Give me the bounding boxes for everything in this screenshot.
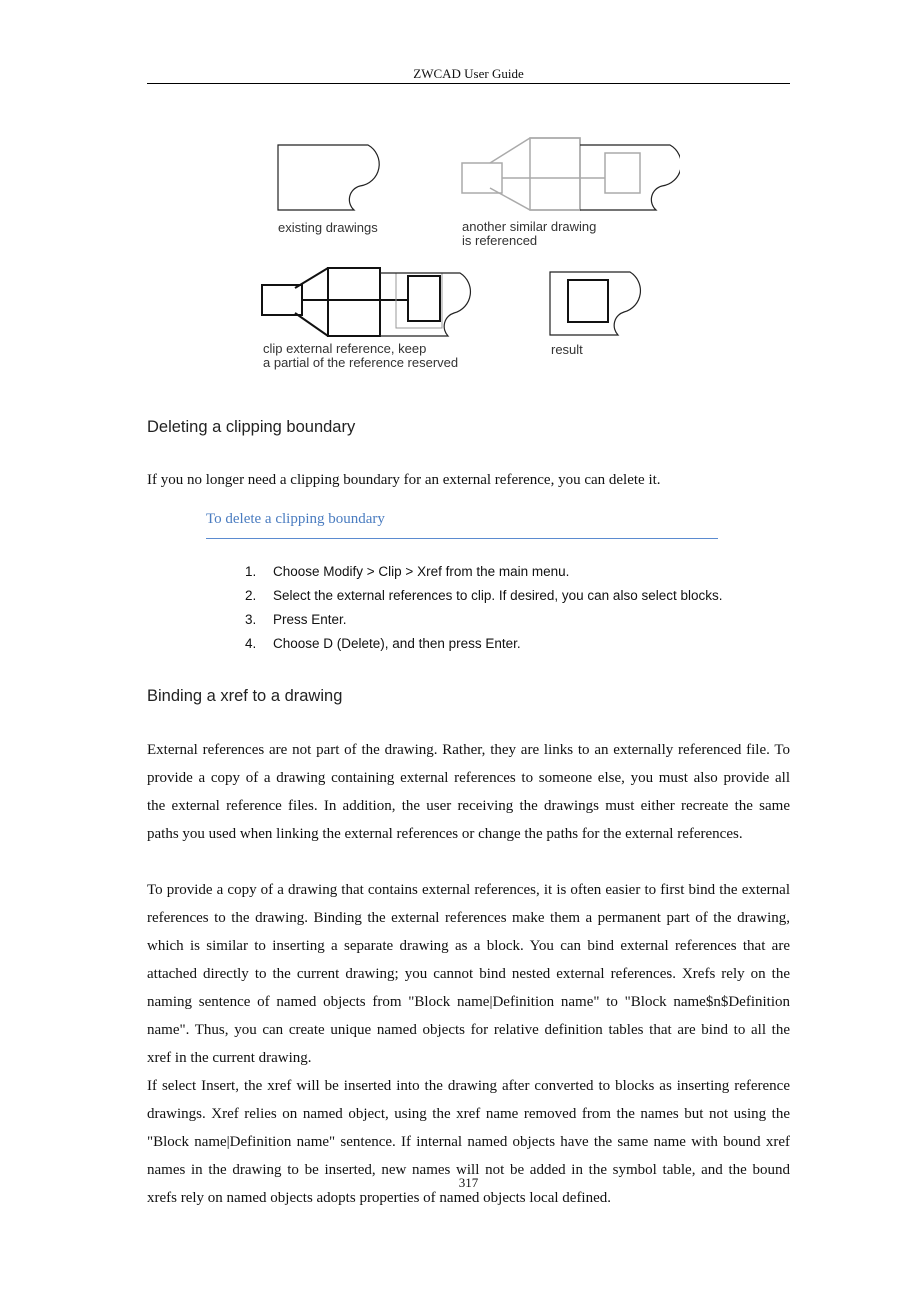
paragraph-line: attached directly to the current drawing; you cannot bind nested external references. Xrefs rely on the bbox=[147, 966, 790, 982]
existing-drawing-outline bbox=[278, 145, 379, 210]
paragraph-line: drawings. Xref relies on named object, using the xref name removed from the names but not using the bbox=[147, 1106, 790, 1122]
procedure-rule bbox=[206, 538, 718, 539]
paragraph-line: "Block name|Definition name" sentence. If internal named objects have the same name with bound xref bbox=[147, 1134, 790, 1150]
body-paragraph bbox=[147, 740, 790, 852]
paragraph-line: provide a copy of a drawing containing external references to someone else, you must also provide all bbox=[147, 770, 790, 786]
xref-clipping-figure bbox=[250, 128, 680, 374]
label-result: result bbox=[551, 342, 583, 357]
paragraph-line: xref in the current drawing. bbox=[147, 1050, 312, 1066]
paragraph-line: which is similar to inserting a separate drawing as a block. You can bind external references that are bbox=[147, 938, 790, 954]
paragraph-line: To provide a copy of a drawing that contains external references, it is often easier to first bind the external bbox=[147, 882, 790, 898]
paragraph-line: naming sentence of named objects from "Block name|Definition name" to "Block name$n$Definition bbox=[147, 994, 790, 1010]
paragraph-line: External references are not part of the drawing. Rather, they are links to an externally referenced file. To bbox=[147, 742, 790, 758]
body-paragraph bbox=[147, 880, 790, 1076]
paragraph-line: paths you used when linking the external references or change the paths for the external references. bbox=[147, 826, 743, 842]
paragraph-line: xrefs rely on named objects adopts properties of named objects local defined. bbox=[147, 1190, 612, 1206]
label-clip-1: clip external reference, keep bbox=[263, 341, 427, 356]
label-existing: existing drawings bbox=[278, 220, 378, 235]
paragraph-line: name". Thus, you can create unique named objects for relative definition tables that are bind to all the bbox=[147, 1022, 790, 1038]
step-item bbox=[245, 635, 722, 659]
heading-deleting-clipping-boundary: Deleting a clipping boundary bbox=[147, 418, 356, 436]
label-clip-2: a partial of the reference reserved bbox=[263, 355, 459, 370]
result-drawing bbox=[550, 272, 640, 335]
step-item bbox=[245, 587, 722, 611]
step-number: 1. bbox=[245, 564, 257, 579]
label-another-2: is referenced bbox=[462, 233, 538, 248]
paragraph-line: the external reference files. In addition, the user receiving the drawings must either recreate the same bbox=[147, 798, 790, 814]
paragraph-line: names in the drawing to be inserted, new names will not be added in the symbol table, and the bound bbox=[147, 1162, 790, 1178]
intro-paragraph: If you no longer need a clipping boundary for an external reference, you can delete it. bbox=[147, 472, 661, 488]
step-number: 4. bbox=[245, 636, 257, 651]
label-another-1: another similar drawing bbox=[462, 219, 597, 234]
steps-list bbox=[245, 563, 722, 659]
heading-binding-xref: Binding a xref to a drawing bbox=[147, 687, 343, 705]
step-number: 2. bbox=[245, 588, 257, 603]
step-item bbox=[245, 563, 722, 587]
paragraph-line: references to the drawing. Binding the external references make them a permanent part of the drawing, bbox=[147, 910, 790, 926]
paragraph-line: If select Insert, the xref will be inserted into the drawing after converted to blocks as inserting reference bbox=[147, 1078, 790, 1094]
page-number: 317 bbox=[458, 1175, 479, 1190]
step-item bbox=[245, 611, 722, 635]
clipped-reference-drawing bbox=[262, 268, 440, 336]
step-text: Choose Modify > Clip > Xref from the main menu. bbox=[273, 564, 570, 579]
header-rule bbox=[147, 83, 790, 84]
body-paragraph bbox=[147, 1076, 790, 1216]
step-text: Select the external references to clip. If desired, you can also select blocks. bbox=[273, 588, 723, 603]
step-number: 3. bbox=[245, 612, 257, 627]
referenced-drawing bbox=[462, 138, 640, 210]
procedure-title: To delete a clipping boundary bbox=[206, 511, 385, 527]
page-header: ZWCAD User Guide bbox=[413, 66, 524, 81]
step-text: Press Enter. bbox=[273, 612, 347, 627]
step-text: Choose D (Delete), and then press Enter. bbox=[273, 636, 521, 651]
